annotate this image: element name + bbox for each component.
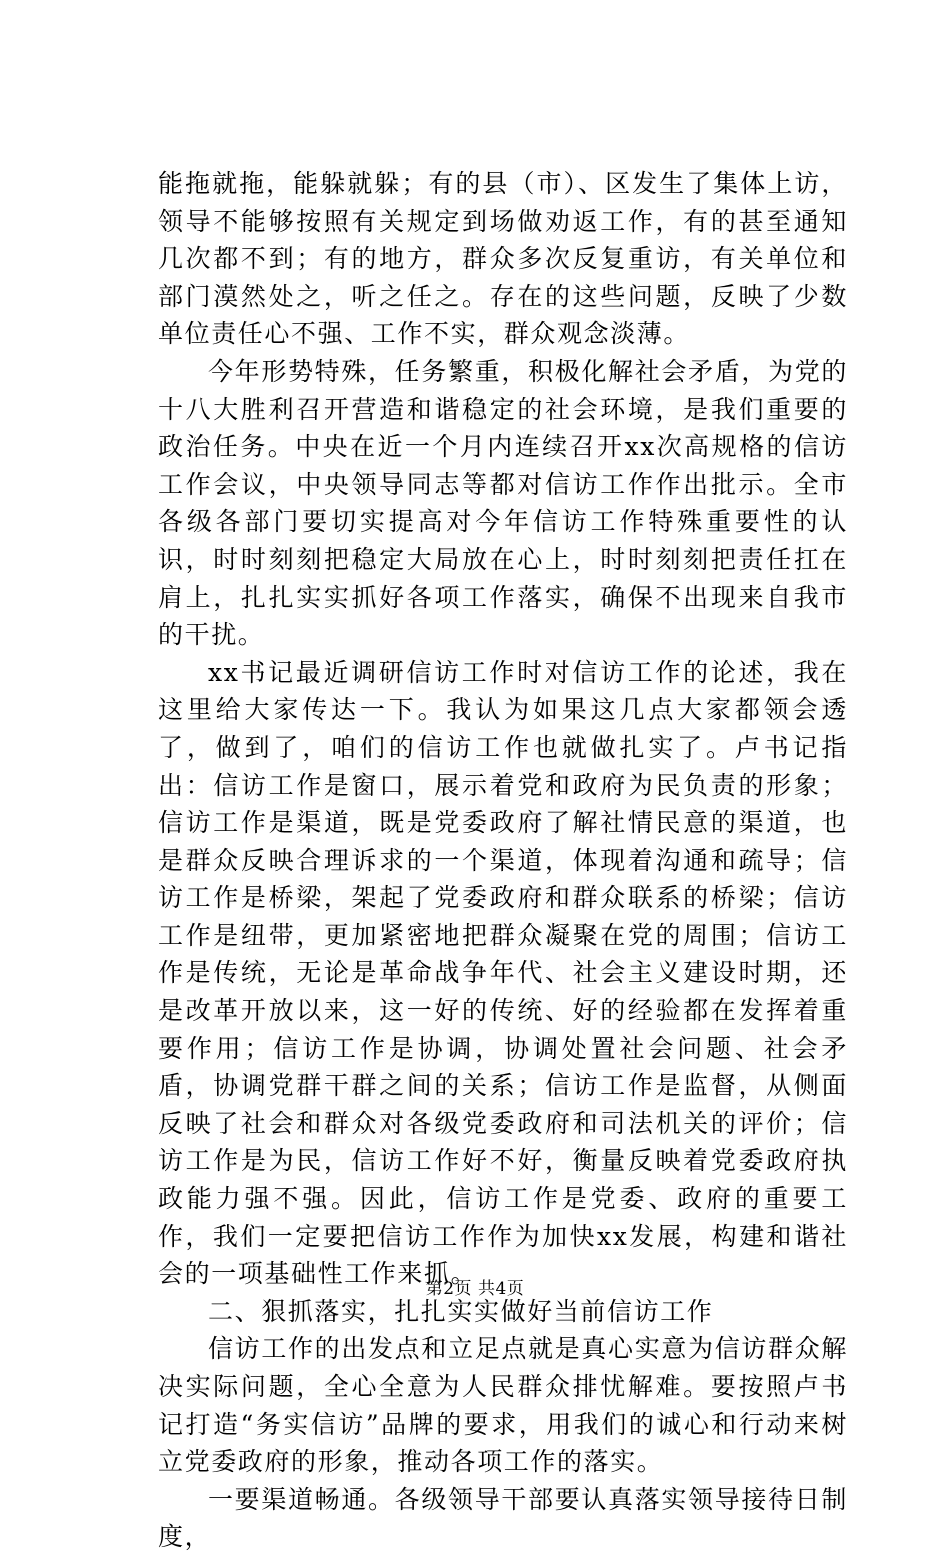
document-body xyxy=(158,165,848,1556)
page-footer: 第2页 共4页 xyxy=(425,1279,525,1299)
paragraph-4: 信访工作的出发点和立足点就是真心实意为信访群众解决实际问题，全心全意为人民群众排忧解难。要按照卢书记打造“务实信访”品牌的要求，用我们的诚心和行动来树立党委政府的形象，推动各项工作的落实。 xyxy=(158,1334,848,1477)
section-heading: 二、狠抓落实，扎扎实实做好当前信访工作 xyxy=(208,1296,714,1326)
paragraph-3: xx书记最近调研信访工作时对信访工作的论述，我在这里给大家传达一下。我认为如果这几点大家都领会透了，做到了，咱们的信访工作也就做扎实了。卢书记指出：信访工作是窗口，展示着党和政府为民负责的形象；信访工作是渠道，既是党委政府了解社情民意的渠道，也是群众反映合理诉求的一个渠道，体现着沟通和疏导；信访工作是桥梁，架起了党委政府和群众联系的桥梁；信访工作是纽带，更加紧密地把群众凝聚在党的周围；信访工作是传统，无论是革命战争年代、社会主义建设时期，还是改革开放以来，这一好的传统、好的经验都在发挥着重要作用；信访工作是协调，协调处置社会问题、社会矛盾，协调党群干群之间的关系；信访工作是监督，从侧面反映了社会和群众对各级党委政府和司法机关的评价；信访工作是为民，信访工作好不好，衡量反映着党委政府执政能力强不强。因此，信访工作是党委、政府的重要工作，我们一定要把信访工作作为加快xx发展，构建和谐社会的一项基础性工作来抓。 xyxy=(158,657,848,1289)
paragraph-5: 一要渠道畅通。各级领导干部要认真落实领导接待日制度， xyxy=(158,1484,848,1552)
paragraph-1: 能拖就拖，能躲就躲；有的县（市）、区发生了集体上访，领导不能够按照有关规定到场做劝返工作，有的甚至通知几次都不到；有的地方，群众多次反复重访，有关单位和部门漠然处之，听之任之。存在的这些问题，反映了少数单位责任心不强、工作不实，群众观念淡薄。 xyxy=(158,169,848,349)
paragraph-2: 今年形势特殊，任务繁重，积极化解社会矛盾，为党的十八大胜利召开营造和谐稳定的社会环境，是我们重要的政治任务。中央在近一个月内连续召开xx次高规格的信访工作会议，中央领导同志等都对信访工作作出批示。全市各级各部门要切实提高对今年信访工作特殊重要性的认识，时时刻刻把稳定大局放在心上，时时刻刻把责任扛在肩上，扎扎实实抓好各项工作落实，确保不出现来自我市的干扰。 xyxy=(158,356,848,650)
